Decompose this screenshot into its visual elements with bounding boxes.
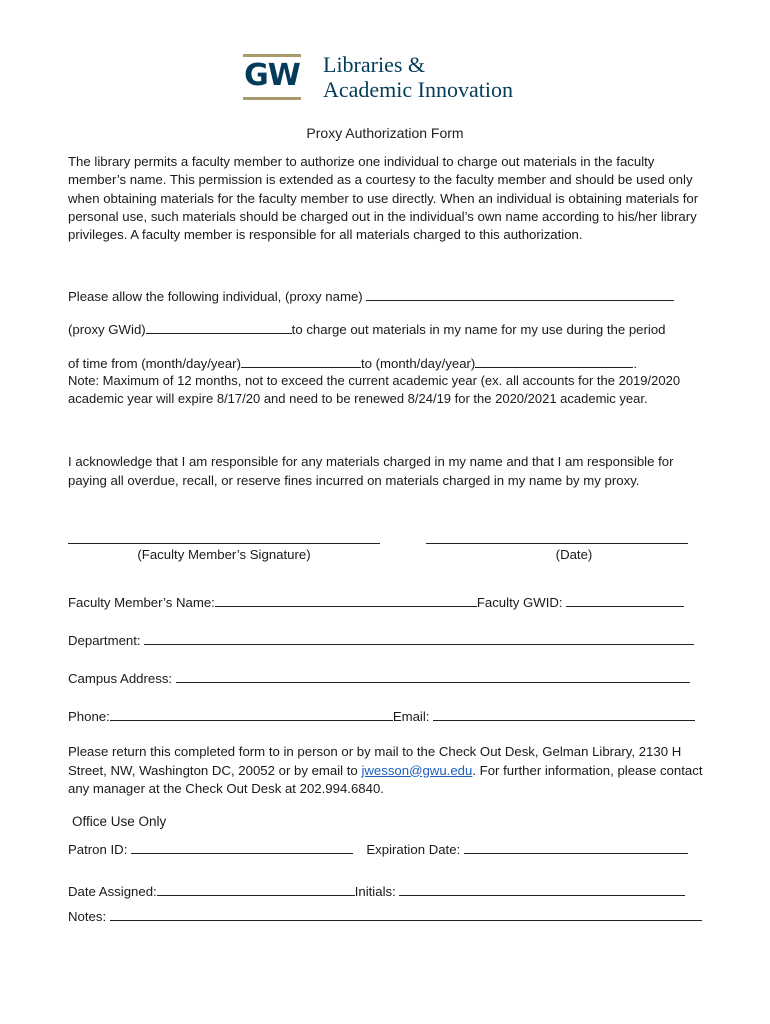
office-use-title: Office Use Only: [72, 814, 167, 829]
proxy-gwid-field[interactable]: [146, 321, 292, 334]
campus-address-field[interactable]: [176, 670, 690, 683]
phone-field[interactable]: [110, 708, 393, 721]
acknowledgement-text: I acknowledge that I am responsible for any materials charged in my name and that I am responsible for paying all overdue, recall, or reserve fines incurred on materials charged in my name by my proxy.: [68, 454, 674, 488]
gw-logo-mark: GW: [243, 54, 301, 100]
expiration-date-field[interactable]: [464, 841, 688, 854]
phone-email-row: [68, 708, 695, 725]
date-assigned-label: Date Assigned:: [68, 884, 157, 899]
department-field[interactable]: [144, 632, 694, 645]
campus-address-label: Campus Address:: [68, 671, 173, 686]
time-from-field[interactable]: [241, 355, 361, 368]
proxy-gwid-row: [68, 321, 666, 338]
time-from-label: of time from (month/day/year): [68, 356, 241, 371]
email-label: Email:: [392, 709, 430, 724]
proxy-name-row: [68, 288, 674, 305]
faculty-name-row: [68, 594, 684, 611]
faculty-gwid-label: Faculty GWID:: [476, 595, 563, 610]
signature-field[interactable]: [68, 543, 380, 544]
signature-label: (Faculty Member’s Signature): [137, 547, 311, 562]
date-assigned-field[interactable]: [157, 883, 355, 896]
initials-field[interactable]: [399, 883, 685, 896]
time-end-period: .: [633, 356, 637, 371]
proxy-gwid-label: (proxy GWid): [68, 322, 146, 337]
time-to-field[interactable]: [475, 355, 633, 368]
note-text: Note: Maximum of 12 months, not to exceed the current academic year (ex. all accounts for the 2019/2020 academic year will expire 8/17/20 and need to be renewed 8/24/19 for the 2020/2021 academic year.: [68, 373, 681, 406]
phone-label: Phone:: [68, 709, 110, 724]
intro-paragraph: The library permits a faculty member to authorize one individual to charge out materials in the faculty member’s name. This permission is extended as a courtesy to the faculty member and should be used only when obtaining materials for the faculty member to use directly. When an individual is obtaining materials for personal use, such materials should be charged out in the individual’s own name according to his/her library privileges. A faculty member is responsible for all materials charged to this authorization.: [68, 154, 699, 243]
date-label: (Date): [555, 547, 593, 562]
logo-wordmark: Libraries & Academic Innovation: [323, 52, 513, 102]
department-label: Department:: [68, 633, 141, 648]
patron-expiration-row: [68, 841, 688, 858]
notes-field[interactable]: [110, 908, 702, 921]
expiration-date-label: Expiration Date:: [366, 842, 461, 857]
return-instructions: [68, 743, 718, 799]
initials-label: Initials:: [354, 884, 396, 899]
faculty-gwid-field[interactable]: [566, 594, 684, 607]
date-assigned-row: [68, 883, 685, 900]
proxy-name-field[interactable]: [366, 288, 674, 301]
time-to-label: to (month/day/year): [360, 356, 476, 371]
return-text-before: Please return this completed form to in person or by mail to the Check Out Desk, Gelman Library, 2130 H Street, NW, Washington DC, 20052 or by email to: [68, 744, 682, 778]
date-field[interactable]: [426, 543, 688, 544]
department-row: [68, 632, 694, 649]
email-field[interactable]: [433, 708, 695, 721]
campus-address-row: [68, 670, 690, 687]
faculty-name-field[interactable]: [215, 594, 477, 607]
patron-id-field[interactable]: [131, 841, 353, 854]
return-email-link[interactable]: jwesson@gwu.edu: [361, 762, 473, 778]
time-period-row: [68, 355, 637, 372]
notes-label: Notes:: [68, 909, 107, 924]
faculty-name-label: Faculty Member’s Name:: [68, 595, 215, 610]
proxy-name-label: Please allow the following individual, (proxy name): [68, 289, 363, 304]
form-title: Proxy Authorization Form: [306, 125, 464, 141]
notes-row: [68, 908, 702, 925]
period-text: to charge out materials in my name for my use during the period: [291, 322, 666, 337]
patron-id-label: Patron ID:: [68, 842, 128, 857]
return-text-after: . For further information, please contact any manager at the Check Out Desk at 202.994.6840.: [68, 762, 703, 796]
